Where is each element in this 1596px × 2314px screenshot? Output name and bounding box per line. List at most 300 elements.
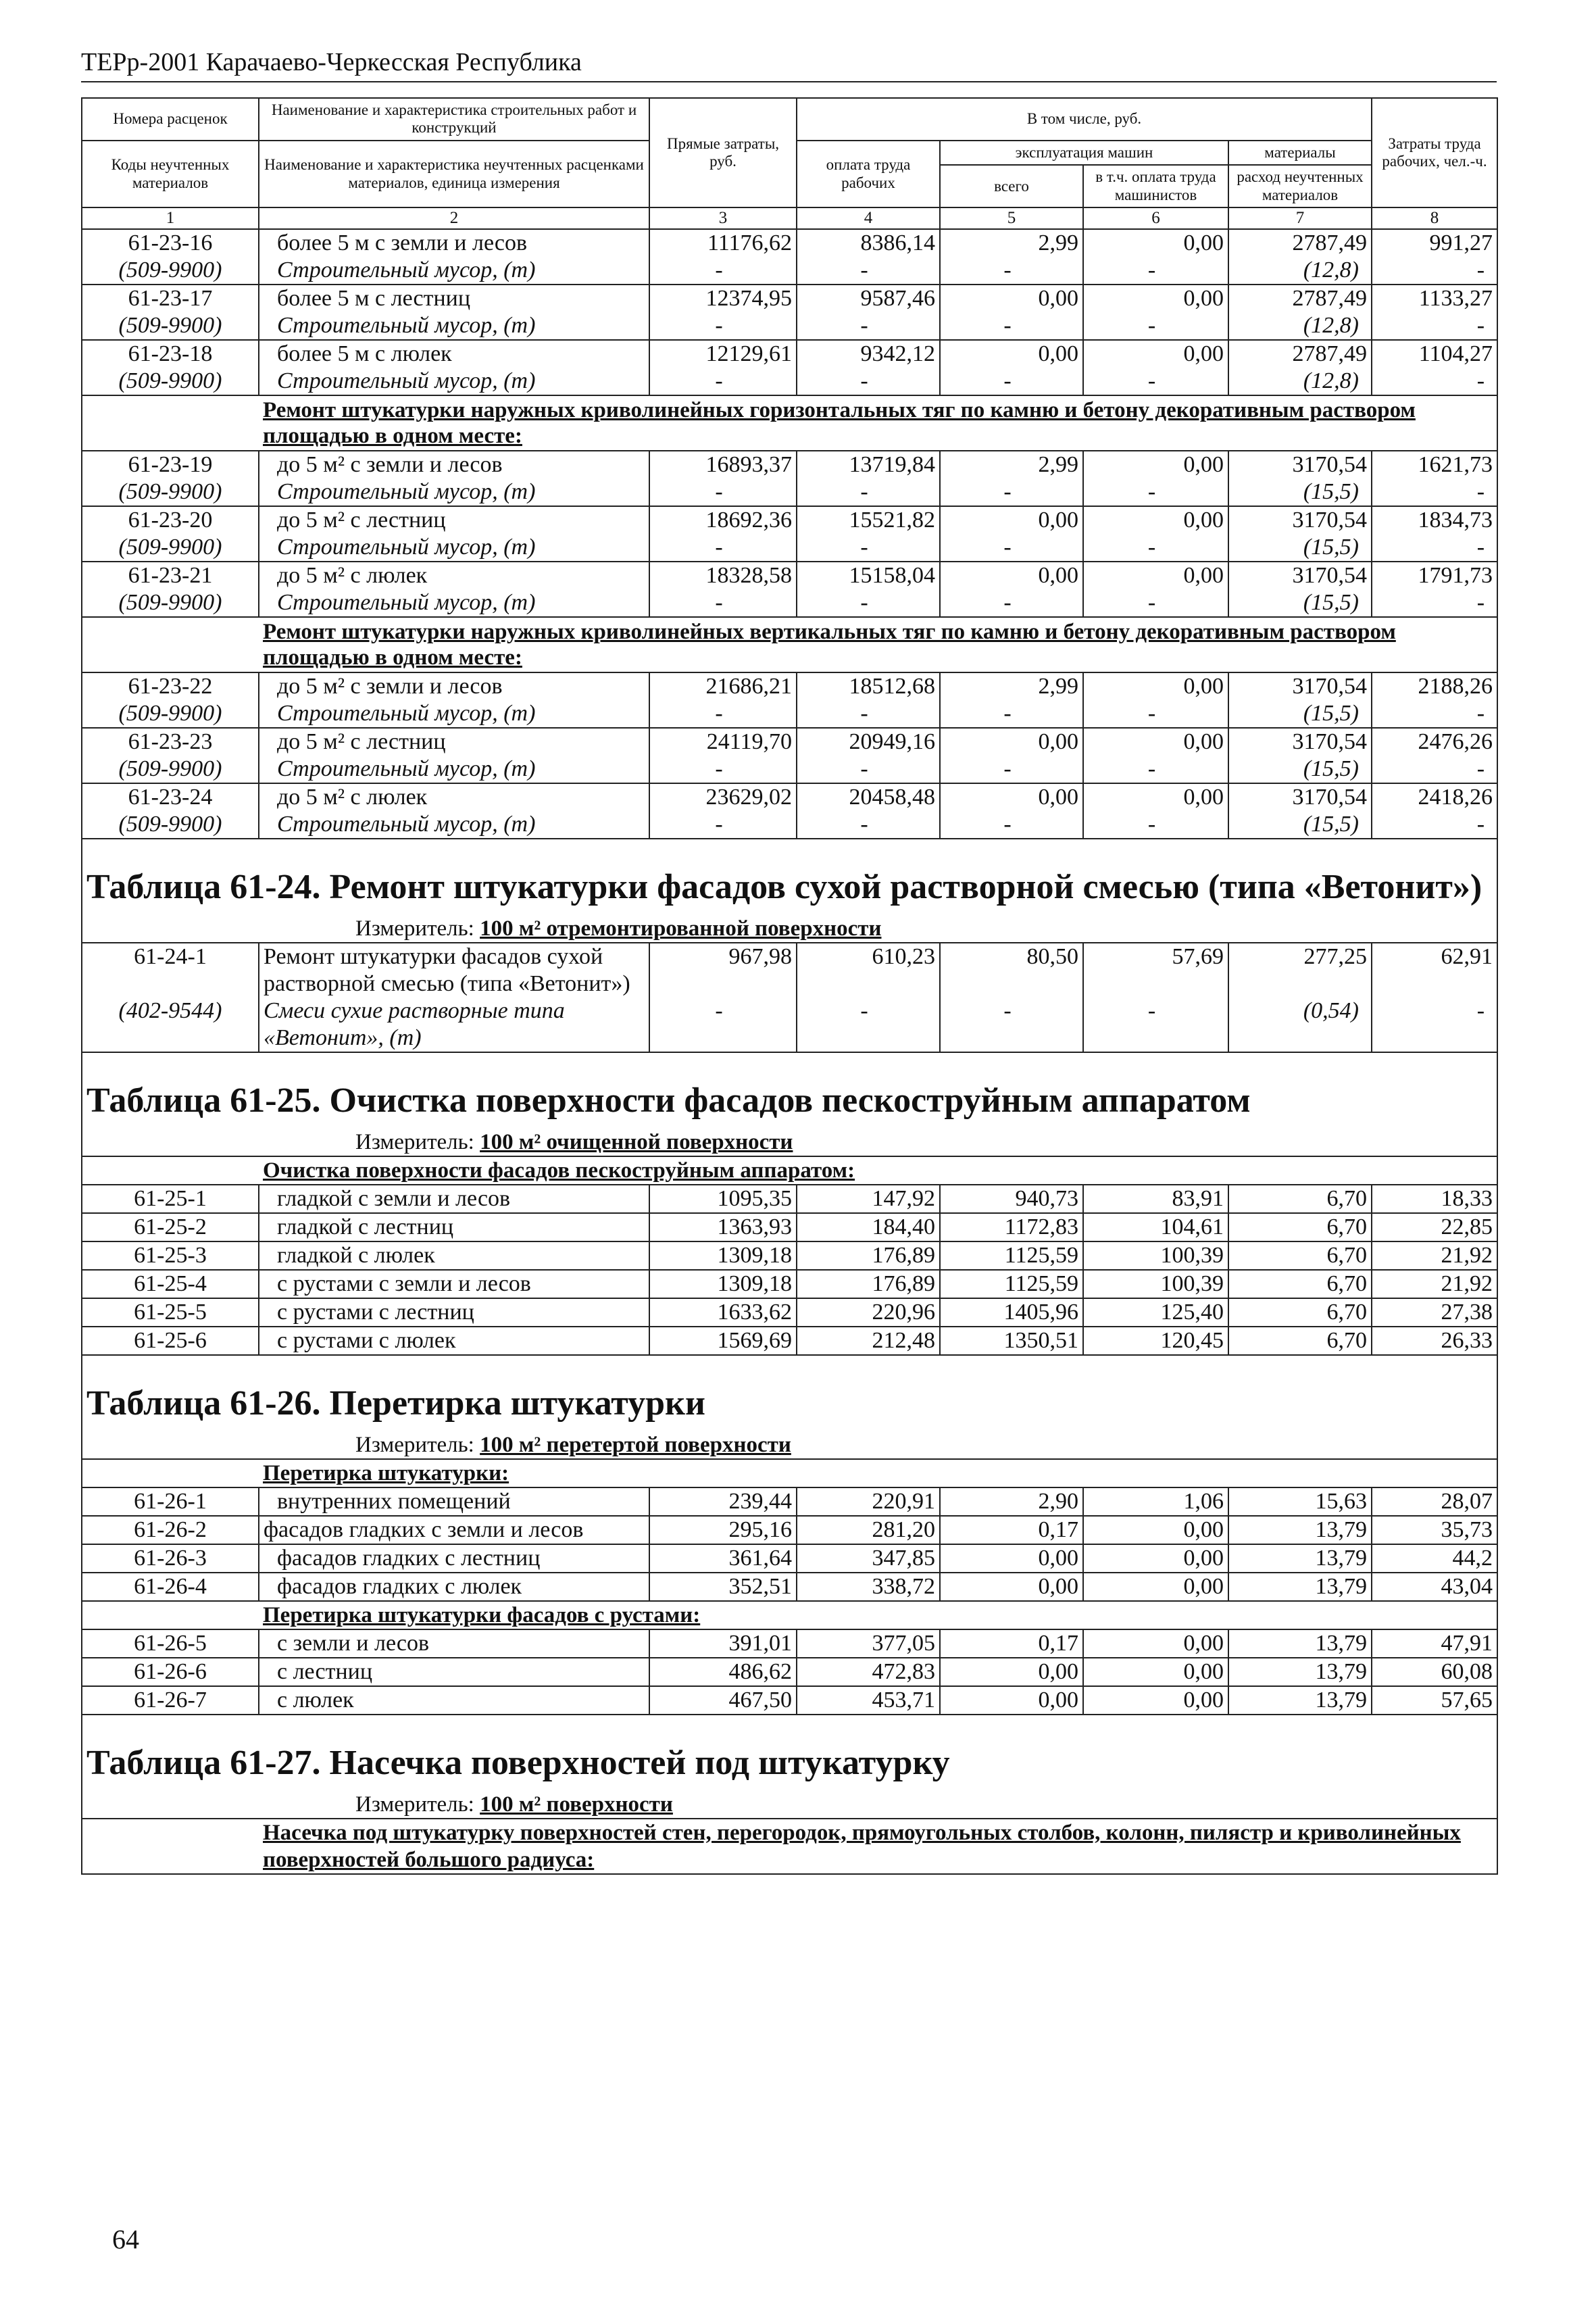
machines-total: 0,00 bbox=[940, 783, 1083, 811]
material-value: - bbox=[649, 756, 797, 783]
materials: 13,79 bbox=[1228, 1573, 1372, 1601]
labor-hours: 18,33 bbox=[1372, 1185, 1497, 1213]
material-value: - bbox=[797, 756, 940, 783]
rate-name: с рустами с лестниц bbox=[259, 1298, 649, 1327]
rate-code: 61-23-18 bbox=[82, 340, 259, 368]
material-name: Строительный мусор, (т) bbox=[259, 756, 649, 783]
material-value: - bbox=[940, 312, 1083, 340]
direct-costs: 361,64 bbox=[649, 1544, 797, 1573]
labor-hours: 35,73 bbox=[1372, 1516, 1497, 1544]
machines-total: 0,00 bbox=[940, 1573, 1083, 1601]
rate-name: гладкой с лестниц bbox=[259, 1213, 649, 1241]
col-number: 2 bbox=[259, 207, 649, 229]
direct-costs: 21686,21 bbox=[649, 672, 797, 700]
machines-total: 2,99 bbox=[940, 229, 1083, 257]
material-value: - bbox=[940, 998, 1083, 1052]
machines-total: 1405,96 bbox=[940, 1298, 1083, 1327]
col-work-name-header: Наименование и характеристика строительных работ и конструкций bbox=[259, 98, 649, 141]
material-value: - bbox=[940, 368, 1083, 395]
rate-name: до 5 м² с лестниц bbox=[259, 728, 649, 756]
wages: 15158,04 bbox=[797, 562, 940, 589]
material-value: - bbox=[1372, 998, 1497, 1052]
direct-costs: 18328,58 bbox=[649, 562, 797, 589]
material-value: - bbox=[649, 700, 797, 728]
material-value: - bbox=[649, 998, 797, 1052]
labor-hours: 1791,73 bbox=[1372, 562, 1497, 589]
col-number: 3 bbox=[649, 207, 797, 229]
table-row bbox=[82, 1213, 1497, 1241]
machines-total: 80,50 bbox=[940, 943, 1083, 998]
machines-total: 0,00 bbox=[940, 728, 1083, 756]
machines-total: 1172,83 bbox=[940, 1213, 1083, 1241]
section-blank-cell bbox=[82, 1819, 259, 1874]
wages: 610,23 bbox=[797, 943, 940, 998]
material-row bbox=[82, 756, 1497, 783]
machinist-wages: 0,00 bbox=[1083, 562, 1228, 589]
meter-row bbox=[82, 1791, 1497, 1819]
material-name: Строительный мусор, (т) bbox=[259, 700, 649, 728]
direct-costs: 18692,36 bbox=[649, 506, 797, 534]
rate-code: 61-23-16 bbox=[82, 229, 259, 257]
material-value: - bbox=[649, 257, 797, 285]
material-value: - bbox=[1083, 998, 1228, 1052]
material-value: - bbox=[1083, 756, 1228, 783]
labor-hours: 47,91 bbox=[1372, 1629, 1497, 1658]
material-value: - bbox=[940, 534, 1083, 562]
material-usage: (15,5) bbox=[1228, 811, 1372, 839]
table-row bbox=[82, 285, 1497, 312]
rate-name: Ремонт штукатурки фасадов сухой растворной смесью (типа «Ветонит») bbox=[259, 943, 649, 998]
materials: 15,63 bbox=[1228, 1487, 1372, 1516]
col-number: 8 bbox=[1372, 207, 1497, 229]
rate-code: 61-25-5 bbox=[82, 1298, 259, 1327]
rate-code: 61-23-24 bbox=[82, 783, 259, 811]
direct-costs: 23629,02 bbox=[649, 783, 797, 811]
material-code: (509-9900) bbox=[82, 811, 259, 839]
materials: 2787,49 bbox=[1228, 285, 1372, 312]
material-value: - bbox=[940, 756, 1083, 783]
material-value: - bbox=[1372, 589, 1497, 617]
labor-hours: 991,27 bbox=[1372, 229, 1497, 257]
wages: 338,72 bbox=[797, 1573, 940, 1601]
rate-code: 61-23-22 bbox=[82, 672, 259, 700]
machines-total: 2,99 bbox=[940, 451, 1083, 478]
machinist-wages: 0,00 bbox=[1083, 506, 1228, 534]
rate-name: внутренних помещений bbox=[259, 1487, 649, 1516]
subsection-heading bbox=[82, 1601, 1497, 1629]
material-usage: (12,8) bbox=[1228, 312, 1372, 340]
rate-code: 61-25-2 bbox=[82, 1213, 259, 1241]
materials: 3170,54 bbox=[1228, 672, 1372, 700]
direct-costs: 467,50 bbox=[649, 1686, 797, 1715]
table-row bbox=[82, 672, 1497, 700]
material-code: (509-9900) bbox=[82, 589, 259, 617]
material-usage: (15,5) bbox=[1228, 700, 1372, 728]
wages: 220,96 bbox=[797, 1298, 940, 1327]
direct-costs: 11176,62 bbox=[649, 229, 797, 257]
meter-row bbox=[82, 1431, 1497, 1459]
machinist-wages: 0,00 bbox=[1083, 1686, 1228, 1715]
material-usage: (0,54) bbox=[1228, 998, 1372, 1052]
machinist-wages: 0,00 bbox=[1083, 1629, 1228, 1658]
wages: 176,89 bbox=[797, 1270, 940, 1298]
material-usage: (15,5) bbox=[1228, 534, 1372, 562]
meter-unit: 100 м² поверхности bbox=[480, 1792, 673, 1817]
subsection-title: Очистка поверхности фасадов пескоструйным аппаратом: bbox=[259, 1156, 1497, 1185]
material-value: - bbox=[649, 589, 797, 617]
material-code: (509-9900) bbox=[82, 700, 259, 728]
direct-costs: 16893,37 bbox=[649, 451, 797, 478]
machines-total: 2,90 bbox=[940, 1487, 1083, 1516]
machines-total: 0,00 bbox=[940, 1658, 1083, 1686]
labor-hours: 60,08 bbox=[1372, 1658, 1497, 1686]
material-value: - bbox=[1372, 534, 1497, 562]
machines-total: 0,00 bbox=[940, 1544, 1083, 1573]
materials: 6,70 bbox=[1228, 1270, 1372, 1298]
materials: 13,79 bbox=[1228, 1686, 1372, 1715]
material-usage: (15,5) bbox=[1228, 756, 1372, 783]
material-row bbox=[82, 478, 1497, 506]
material-code: (509-9900) bbox=[82, 312, 259, 340]
machinist-wages: 0,00 bbox=[1083, 783, 1228, 811]
labor-hours: 2476,26 bbox=[1372, 728, 1497, 756]
material-value: - bbox=[1083, 700, 1228, 728]
section-heading bbox=[82, 395, 1497, 451]
direct-costs: 1095,35 bbox=[649, 1185, 797, 1213]
material-name: Строительный мусор, (т) bbox=[259, 368, 649, 395]
material-value: - bbox=[649, 811, 797, 839]
labor-hours: 57,65 bbox=[1372, 1686, 1497, 1715]
col-machines-total-header: всего bbox=[940, 165, 1083, 207]
meter-cell bbox=[82, 1431, 1497, 1459]
material-name: Строительный мусор, (т) bbox=[259, 312, 649, 340]
material-value: - bbox=[1083, 534, 1228, 562]
material-value: - bbox=[797, 589, 940, 617]
material-code: (509-9900) bbox=[82, 478, 259, 506]
table-row bbox=[82, 1629, 1497, 1658]
labor-hours: 2188,26 bbox=[1372, 672, 1497, 700]
materials: 3170,54 bbox=[1228, 506, 1372, 534]
rate-code: 61-26-3 bbox=[82, 1544, 259, 1573]
rate-name: до 5 м² с люлек bbox=[259, 783, 649, 811]
rate-name: до 5 м² с земли и лесов bbox=[259, 672, 649, 700]
table-row bbox=[82, 943, 1497, 998]
rate-code: 61-26-4 bbox=[82, 1573, 259, 1601]
machinist-wages: 0,00 bbox=[1083, 285, 1228, 312]
labor-hours: 27,38 bbox=[1372, 1298, 1497, 1327]
material-row bbox=[82, 368, 1497, 395]
rate-code: 61-25-6 bbox=[82, 1327, 259, 1355]
machines-total: 0,00 bbox=[940, 340, 1083, 368]
materials: 3170,54 bbox=[1228, 562, 1372, 589]
rate-name: с рустами с земли и лесов bbox=[259, 1270, 649, 1298]
wages: 9342,12 bbox=[797, 340, 940, 368]
col-number: 6 bbox=[1083, 207, 1228, 229]
wages: 20949,16 bbox=[797, 728, 940, 756]
machinist-wages: 0,00 bbox=[1083, 1516, 1228, 1544]
subsection-title: Перетирка штукатурки фасадов с рустами: bbox=[259, 1601, 1497, 1629]
col-direct-costs-header: Прямые затраты, руб. bbox=[649, 98, 797, 207]
table-row bbox=[82, 728, 1497, 756]
table-title-row bbox=[82, 1052, 1497, 1129]
table-row bbox=[82, 506, 1497, 534]
section-blank-cell bbox=[82, 1601, 259, 1629]
machines-total: 0,17 bbox=[940, 1629, 1083, 1658]
material-name: Смеси сухие растворные типа «Ветонит», (т) bbox=[259, 998, 649, 1052]
table-row bbox=[82, 1573, 1497, 1601]
material-value: - bbox=[1083, 368, 1228, 395]
machines-total: 0,00 bbox=[940, 285, 1083, 312]
labor-hours: 28,07 bbox=[1372, 1487, 1497, 1516]
machinist-wages: 125,40 bbox=[1083, 1298, 1228, 1327]
materials: 13,79 bbox=[1228, 1658, 1372, 1686]
rate-name: более 5 м с земли и лесов bbox=[259, 229, 649, 257]
table-title: Таблица 61-26. Перетирка штукатурки bbox=[82, 1355, 1497, 1431]
material-value: - bbox=[940, 589, 1083, 617]
meter-prefix: Измеритель: bbox=[355, 1130, 480, 1155]
wages: 15521,82 bbox=[797, 506, 940, 534]
material-value: - bbox=[1083, 257, 1228, 285]
subsection-title: Насечка под штукатурку поверхностей стен, перегородок, прямоугольных столбов, колонн, пилястр и криволинейных поверхностей большого радиуса: bbox=[259, 1819, 1497, 1874]
table-row bbox=[82, 562, 1497, 589]
materials: 6,70 bbox=[1228, 1327, 1372, 1355]
labor-hours: 1834,73 bbox=[1372, 506, 1497, 534]
direct-costs: 1363,93 bbox=[649, 1213, 797, 1241]
machinist-wages: 0,00 bbox=[1083, 1658, 1228, 1686]
machinist-wages: 0,00 bbox=[1083, 340, 1228, 368]
meter-row bbox=[82, 915, 1497, 943]
direct-costs: 1309,18 bbox=[649, 1270, 797, 1298]
material-row bbox=[82, 312, 1497, 340]
material-value: - bbox=[1083, 811, 1228, 839]
labor-hours: 62,91 bbox=[1372, 943, 1497, 998]
table-row bbox=[82, 1185, 1497, 1213]
rate-code: 61-24-1 bbox=[82, 943, 259, 998]
rate-code: 61-26-6 bbox=[82, 1658, 259, 1686]
rate-code: 61-23-23 bbox=[82, 728, 259, 756]
wages: 18512,68 bbox=[797, 672, 940, 700]
material-value: - bbox=[1372, 811, 1497, 839]
section-blank-cell bbox=[82, 617, 259, 672]
machinist-wages: 0,00 bbox=[1083, 1573, 1228, 1601]
labor-hours: 21,92 bbox=[1372, 1270, 1497, 1298]
col-machines-header: эксплуатация машин bbox=[940, 141, 1228, 165]
wages: 453,71 bbox=[797, 1686, 940, 1715]
table-row bbox=[82, 340, 1497, 368]
page-number: 64 bbox=[112, 2224, 139, 2255]
material-row bbox=[82, 534, 1497, 562]
table-title: Таблица 61-27. Насечка поверхностей под штукатурку bbox=[82, 1715, 1497, 1791]
wages: 9587,46 bbox=[797, 285, 940, 312]
table-row bbox=[82, 1686, 1497, 1715]
wages: 176,89 bbox=[797, 1241, 940, 1270]
rate-code: 61-23-17 bbox=[82, 285, 259, 312]
section-blank-cell bbox=[82, 1459, 259, 1487]
rate-name: фасадов гладких с земли и лесов bbox=[259, 1516, 649, 1544]
meter-cell bbox=[82, 1791, 1497, 1819]
rate-code: 61-26-7 bbox=[82, 1686, 259, 1715]
table-title-row bbox=[82, 1355, 1497, 1431]
machines-total: 0,17 bbox=[940, 1516, 1083, 1544]
table-row bbox=[82, 1516, 1497, 1544]
materials: 3170,54 bbox=[1228, 783, 1372, 811]
rate-code: 61-25-4 bbox=[82, 1270, 259, 1298]
material-value: - bbox=[940, 478, 1083, 506]
machines-total: 0,00 bbox=[940, 562, 1083, 589]
section-title: Ремонт штукатурки наружных криволинейных вертикальных тяг по камню и бетону декоративным раствором площадью в одном месте: bbox=[259, 617, 1497, 672]
rate-name: гладкой с люлек bbox=[259, 1241, 649, 1270]
rate-code: 61-26-2 bbox=[82, 1516, 259, 1544]
rate-name: с земли и лесов bbox=[259, 1629, 649, 1658]
material-value: - bbox=[1372, 257, 1497, 285]
material-name: Строительный мусор, (т) bbox=[259, 589, 649, 617]
section-title: Ремонт штукатурки наружных криволинейных горизонтальных тяг по камню и бетону декоративным раствором площадью в одном месте: bbox=[259, 395, 1497, 451]
meter-prefix: Измеритель: bbox=[355, 1433, 480, 1458]
direct-costs: 486,62 bbox=[649, 1658, 797, 1686]
col-material-name-header: Наименование и характеристика неучтенных расценками материалов, единица измерения bbox=[259, 141, 649, 207]
labor-hours: 26,33 bbox=[1372, 1327, 1497, 1355]
material-row bbox=[82, 700, 1497, 728]
machines-total: 2,99 bbox=[940, 672, 1083, 700]
materials: 13,79 bbox=[1228, 1544, 1372, 1573]
meter-prefix: Измеритель: bbox=[355, 916, 480, 941]
table-row bbox=[82, 1327, 1497, 1355]
rates-table bbox=[81, 97, 1498, 1875]
rate-name: до 5 м² с люлек bbox=[259, 562, 649, 589]
material-row bbox=[82, 257, 1497, 285]
wages: 347,85 bbox=[797, 1544, 940, 1573]
material-name: Строительный мусор, (т) bbox=[259, 534, 649, 562]
direct-costs: 24119,70 bbox=[649, 728, 797, 756]
material-value: - bbox=[940, 811, 1083, 839]
materials: 277,25 bbox=[1228, 943, 1372, 998]
col-material-codes-header: Коды неучтенных материалов bbox=[82, 141, 259, 207]
material-value: - bbox=[940, 257, 1083, 285]
rate-code: 61-25-3 bbox=[82, 1241, 259, 1270]
subsection-title: Перетирка штукатурки: bbox=[259, 1459, 1497, 1487]
material-value: - bbox=[797, 811, 940, 839]
machines-total: 0,00 bbox=[940, 1686, 1083, 1715]
materials: 13,79 bbox=[1228, 1629, 1372, 1658]
meter-unit: 100 м² очищенной поверхности bbox=[480, 1130, 793, 1155]
material-code: (509-9900) bbox=[82, 368, 259, 395]
rate-name: до 5 м² с земли и лесов bbox=[259, 451, 649, 478]
material-row bbox=[82, 811, 1497, 839]
material-value: - bbox=[1083, 312, 1228, 340]
col-number: 1 bbox=[82, 207, 259, 229]
subsection-heading bbox=[82, 1459, 1497, 1487]
material-value: - bbox=[797, 312, 940, 340]
material-usage: (12,8) bbox=[1228, 368, 1372, 395]
wages: 8386,14 bbox=[797, 229, 940, 257]
rate-name: с лестниц bbox=[259, 1658, 649, 1686]
rate-name: гладкой с земли и лесов bbox=[259, 1185, 649, 1213]
rate-code: 61-23-20 bbox=[82, 506, 259, 534]
material-name: Строительный мусор, (т) bbox=[259, 257, 649, 285]
wages: 13719,84 bbox=[797, 451, 940, 478]
section-heading bbox=[82, 617, 1497, 672]
labor-hours: 1104,27 bbox=[1372, 340, 1497, 368]
machines-total: 0,00 bbox=[940, 506, 1083, 534]
material-value: - bbox=[1372, 756, 1497, 783]
material-value: - bbox=[797, 368, 940, 395]
rate-code: 61-23-21 bbox=[82, 562, 259, 589]
document-page bbox=[81, 47, 1497, 1875]
materials: 6,70 bbox=[1228, 1241, 1372, 1270]
labor-hours: 21,92 bbox=[1372, 1241, 1497, 1270]
material-value: - bbox=[1372, 312, 1497, 340]
material-value: - bbox=[797, 700, 940, 728]
material-name: Строительный мусор, (т) bbox=[259, 478, 649, 506]
material-value: - bbox=[649, 312, 797, 340]
col-wages-header: оплата труда рабочих bbox=[797, 141, 940, 207]
rate-name: фасадов гладких с люлек bbox=[259, 1573, 649, 1601]
material-value: - bbox=[1083, 589, 1228, 617]
materials: 13,79 bbox=[1228, 1516, 1372, 1544]
direct-costs: 1309,18 bbox=[649, 1241, 797, 1270]
col-materials-header: материалы bbox=[1228, 141, 1372, 165]
table-row bbox=[82, 1298, 1497, 1327]
rate-name: более 5 м с лестниц bbox=[259, 285, 649, 312]
material-value: - bbox=[649, 478, 797, 506]
material-value: - bbox=[1372, 478, 1497, 506]
direct-costs: 239,44 bbox=[649, 1487, 797, 1516]
labor-hours: 44,2 bbox=[1372, 1544, 1497, 1573]
material-value: - bbox=[940, 700, 1083, 728]
col-rate-number-header: Номера расценок bbox=[82, 98, 259, 141]
rate-code: 61-25-1 bbox=[82, 1185, 259, 1213]
section-blank-cell bbox=[82, 1156, 259, 1185]
meter-unit: 100 м² отремонтированной поверхности bbox=[480, 916, 882, 941]
meter-row bbox=[82, 1129, 1497, 1156]
meter-prefix: Измеритель: bbox=[355, 1792, 480, 1817]
direct-costs: 295,16 bbox=[649, 1516, 797, 1544]
material-value: - bbox=[797, 257, 940, 285]
rate-code: 61-23-19 bbox=[82, 451, 259, 478]
material-value: - bbox=[797, 534, 940, 562]
col-number: 4 bbox=[797, 207, 940, 229]
rate-name: до 5 м² с лестниц bbox=[259, 506, 649, 534]
machinist-wages: 83,91 bbox=[1083, 1185, 1228, 1213]
material-usage: (15,5) bbox=[1228, 478, 1372, 506]
machines-total: 1350,51 bbox=[940, 1327, 1083, 1355]
labor-hours: 22,85 bbox=[1372, 1213, 1497, 1241]
machinist-wages: 0,00 bbox=[1083, 672, 1228, 700]
col-material-usage-header: расход неучтенных материалов bbox=[1228, 165, 1372, 207]
machinist-wages: 57,69 bbox=[1083, 943, 1228, 998]
direct-costs: 12374,95 bbox=[649, 285, 797, 312]
rate-code: 61-26-1 bbox=[82, 1487, 259, 1516]
machinist-wages: 0,00 bbox=[1083, 728, 1228, 756]
col-number: 7 bbox=[1228, 207, 1372, 229]
material-name: Строительный мусор, (т) bbox=[259, 811, 649, 839]
col-machinist-wages-header: в т.ч. оплата труда машинистов bbox=[1083, 165, 1228, 207]
wages: 147,92 bbox=[797, 1185, 940, 1213]
labor-hours: 1621,73 bbox=[1372, 451, 1497, 478]
material-code: (509-9900) bbox=[82, 756, 259, 783]
rate-name: с люлек bbox=[259, 1686, 649, 1715]
material-row bbox=[82, 998, 1497, 1052]
subsection-heading bbox=[82, 1156, 1497, 1185]
table-row bbox=[82, 1544, 1497, 1573]
table-row bbox=[82, 783, 1497, 811]
material-usage: (12,8) bbox=[1228, 257, 1372, 285]
material-code: (402-9544) bbox=[82, 998, 259, 1052]
direct-costs: 1633,62 bbox=[649, 1298, 797, 1327]
machinist-wages: 0,00 bbox=[1083, 451, 1228, 478]
wages: 377,05 bbox=[797, 1629, 940, 1658]
material-row bbox=[82, 589, 1497, 617]
